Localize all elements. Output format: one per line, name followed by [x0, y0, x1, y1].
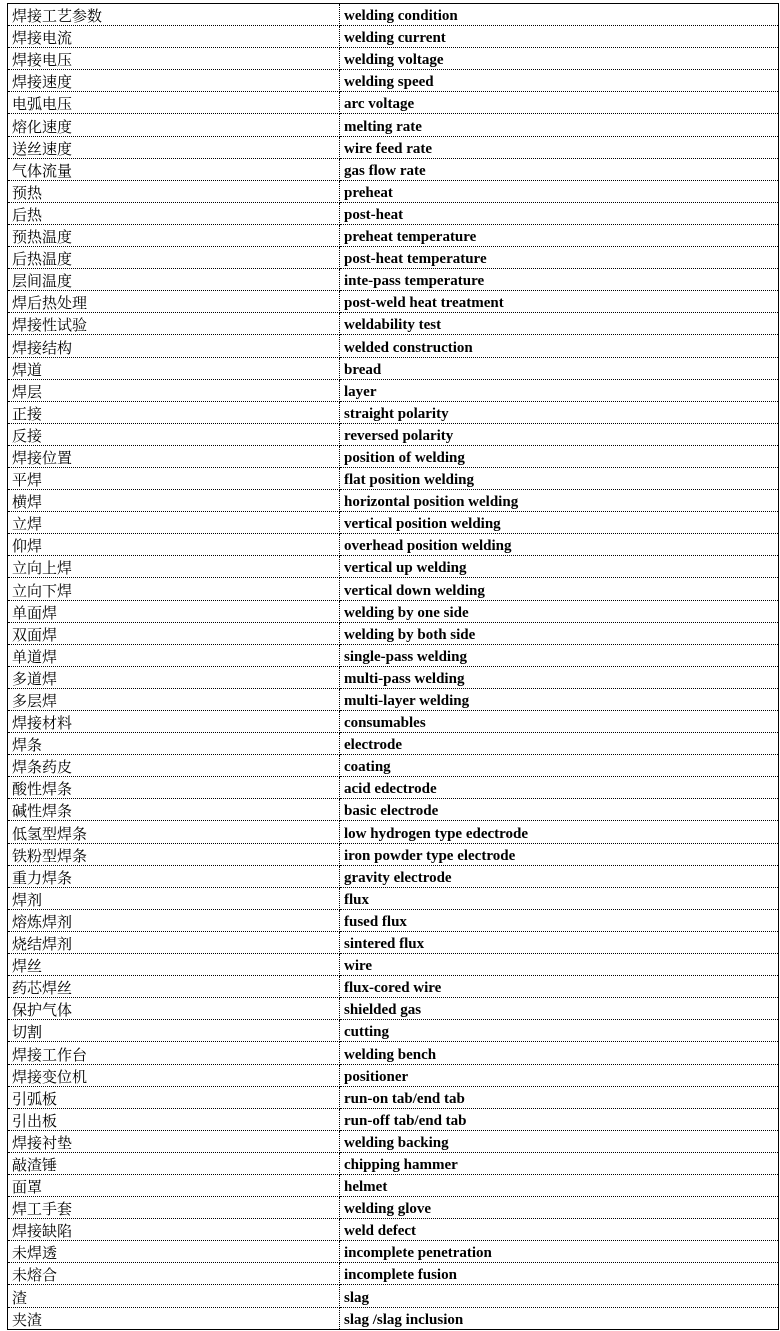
table-row — [8, 445, 779, 467]
chinese-term-cell: 焊接电压 — [8, 48, 340, 70]
chinese-term-cell: 焊接工作台 — [8, 1042, 340, 1064]
english-term-cell: welding voltage — [340, 48, 779, 70]
table-row — [8, 313, 779, 335]
english-term-cell: straight polarity — [340, 401, 779, 423]
chinese-term-cell: 药芯焊丝 — [8, 976, 340, 998]
chinese-term-cell: 多层焊 — [8, 688, 340, 710]
table-row — [8, 1197, 779, 1219]
chinese-term-cell: 低氢型焊条 — [8, 821, 340, 843]
chinese-term-cell: 后热 — [8, 202, 340, 224]
english-term-cell: welding by one side — [340, 600, 779, 622]
table-row — [8, 70, 779, 92]
chinese-term-cell: 焊工手套 — [8, 1197, 340, 1219]
table-row — [8, 158, 779, 180]
english-term-cell: slag — [340, 1285, 779, 1307]
chinese-term-cell: 碱性焊条 — [8, 799, 340, 821]
english-term-cell: weldability test — [340, 313, 779, 335]
english-term-cell: post-heat temperature — [340, 247, 779, 269]
english-term-cell: welding backing — [340, 1130, 779, 1152]
english-term-cell: welding bench — [340, 1042, 779, 1064]
table-row — [8, 202, 779, 224]
table-row — [8, 224, 779, 246]
table-row — [8, 688, 779, 710]
table-row — [8, 1130, 779, 1152]
chinese-term-cell: 引出板 — [8, 1108, 340, 1130]
english-term-cell: overhead position welding — [340, 534, 779, 556]
table-row — [8, 136, 779, 158]
chinese-term-cell: 焊条 — [8, 733, 340, 755]
glossary-table — [7, 3, 779, 1330]
chinese-term-cell: 焊道 — [8, 357, 340, 379]
english-term-cell: gravity electrode — [340, 865, 779, 887]
english-term-cell: multi-layer welding — [340, 688, 779, 710]
table-row — [8, 909, 779, 931]
chinese-term-cell: 敲渣锤 — [8, 1152, 340, 1174]
english-term-cell: welding glove — [340, 1197, 779, 1219]
table-row — [8, 379, 779, 401]
table-row — [8, 1263, 779, 1285]
chinese-term-cell: 立向下焊 — [8, 578, 340, 600]
chinese-term-cell: 焊接结构 — [8, 335, 340, 357]
table-row — [8, 865, 779, 887]
table-row — [8, 490, 779, 512]
table-row — [8, 512, 779, 534]
chinese-term-cell: 层间温度 — [8, 269, 340, 291]
chinese-term-cell: 电弧电压 — [8, 92, 340, 114]
table-row — [8, 843, 779, 865]
chinese-term-cell: 渣 — [8, 1285, 340, 1307]
english-term-cell: slag /slag inclusion — [340, 1307, 779, 1329]
table-row — [8, 1241, 779, 1263]
table-row — [8, 1042, 779, 1064]
english-term-cell: vertical position welding — [340, 512, 779, 534]
english-term-cell: flux-cored wire — [340, 976, 779, 998]
english-term-cell: flux — [340, 887, 779, 909]
table-row — [8, 976, 779, 998]
english-term-cell: run-off tab/end tab — [340, 1108, 779, 1130]
chinese-term-cell: 焊接材料 — [8, 711, 340, 733]
chinese-term-cell: 双面焊 — [8, 622, 340, 644]
table-row — [8, 666, 779, 688]
english-term-cell: fused flux — [340, 909, 779, 931]
chinese-term-cell: 夹渣 — [8, 1307, 340, 1329]
english-term-cell: horizontal position welding — [340, 490, 779, 512]
english-term-cell: cutting — [340, 1020, 779, 1042]
english-term-cell: welding condition — [340, 4, 779, 26]
english-term-cell: chipping hammer — [340, 1152, 779, 1174]
table-row — [8, 1086, 779, 1108]
chinese-term-cell: 焊剂 — [8, 887, 340, 909]
chinese-term-cell: 未焊透 — [8, 1241, 340, 1263]
english-term-cell: welding current — [340, 26, 779, 48]
english-term-cell: low hydrogen type edectrode — [340, 821, 779, 843]
chinese-term-cell: 引弧板 — [8, 1086, 340, 1108]
chinese-term-cell: 烧结焊剂 — [8, 931, 340, 953]
table-row — [8, 1108, 779, 1130]
english-term-cell: welded construction — [340, 335, 779, 357]
chinese-term-cell: 焊接工艺参数 — [8, 4, 340, 26]
table-row — [8, 733, 779, 755]
table-row — [8, 180, 779, 202]
english-term-cell: iron powder type electrode — [340, 843, 779, 865]
english-term-cell: position of welding — [340, 445, 779, 467]
chinese-term-cell: 焊接性试验 — [8, 313, 340, 335]
english-term-cell: preheat — [340, 180, 779, 202]
chinese-term-cell: 焊后热处理 — [8, 291, 340, 313]
chinese-term-cell: 预热 — [8, 180, 340, 202]
english-term-cell: welding by both side — [340, 622, 779, 644]
table-row — [8, 401, 779, 423]
english-term-cell: post-heat — [340, 202, 779, 224]
english-term-cell: preheat temperature — [340, 224, 779, 246]
table-row — [8, 4, 779, 26]
english-term-cell: welding speed — [340, 70, 779, 92]
english-term-cell: vertical down welding — [340, 578, 779, 600]
chinese-term-cell: 焊接缺陷 — [8, 1219, 340, 1241]
table-row — [8, 335, 779, 357]
english-term-cell: gas flow rate — [340, 158, 779, 180]
english-term-cell: wire feed rate — [340, 136, 779, 158]
chinese-term-cell: 送丝速度 — [8, 136, 340, 158]
table-row — [8, 26, 779, 48]
english-term-cell: reversed polarity — [340, 423, 779, 445]
table-row — [8, 1152, 779, 1174]
english-term-cell: shielded gas — [340, 998, 779, 1020]
table-row — [8, 998, 779, 1020]
table-row — [8, 1285, 779, 1307]
table-row — [8, 467, 779, 489]
chinese-term-cell: 焊接电流 — [8, 26, 340, 48]
chinese-term-cell: 焊接衬垫 — [8, 1130, 340, 1152]
english-term-cell: basic electrode — [340, 799, 779, 821]
english-term-cell: run-on tab/end tab — [340, 1086, 779, 1108]
english-term-cell: electrode — [340, 733, 779, 755]
table-row — [8, 777, 779, 799]
table-row — [8, 269, 779, 291]
chinese-term-cell: 重力焊条 — [8, 865, 340, 887]
table-row — [8, 578, 779, 600]
table-row — [8, 291, 779, 313]
table-row — [8, 1174, 779, 1196]
english-term-cell: layer — [340, 379, 779, 401]
table-row — [8, 711, 779, 733]
english-term-cell: melting rate — [340, 114, 779, 136]
chinese-term-cell: 焊层 — [8, 379, 340, 401]
chinese-term-cell: 面罩 — [8, 1174, 340, 1196]
table-row — [8, 1307, 779, 1329]
chinese-term-cell: 单道焊 — [8, 644, 340, 666]
table-row — [8, 534, 779, 556]
chinese-term-cell: 仰焊 — [8, 534, 340, 556]
english-term-cell: acid edectrode — [340, 777, 779, 799]
chinese-term-cell: 焊接位置 — [8, 445, 340, 467]
table-row — [8, 799, 779, 821]
english-term-cell: weld defect — [340, 1219, 779, 1241]
chinese-term-cell: 立向上焊 — [8, 556, 340, 578]
table-row — [8, 600, 779, 622]
table-row — [8, 114, 779, 136]
english-term-cell: inte-pass temperature — [340, 269, 779, 291]
table-row — [8, 1219, 779, 1241]
table-row — [8, 622, 779, 644]
english-term-cell: flat position welding — [340, 467, 779, 489]
english-term-cell: incomplete penetration — [340, 1241, 779, 1263]
english-term-cell: helmet — [340, 1174, 779, 1196]
chinese-term-cell: 铁粉型焊条 — [8, 843, 340, 865]
chinese-term-cell: 横焊 — [8, 490, 340, 512]
chinese-term-cell: 焊接速度 — [8, 70, 340, 92]
chinese-term-cell: 反接 — [8, 423, 340, 445]
table-row — [8, 92, 779, 114]
table-row — [8, 357, 779, 379]
chinese-term-cell: 保护气体 — [8, 998, 340, 1020]
chinese-term-cell: 熔炼焊剂 — [8, 909, 340, 931]
english-term-cell: post-weld heat treatment — [340, 291, 779, 313]
chinese-term-cell: 立焊 — [8, 512, 340, 534]
chinese-term-cell: 预热温度 — [8, 224, 340, 246]
chinese-term-cell: 焊接变位机 — [8, 1064, 340, 1086]
table-row — [8, 247, 779, 269]
table-row — [8, 48, 779, 70]
chinese-term-cell: 切割 — [8, 1020, 340, 1042]
english-term-cell: coating — [340, 755, 779, 777]
chinese-term-cell: 气体流量 — [8, 158, 340, 180]
english-term-cell: single-pass welding — [340, 644, 779, 666]
table-row — [8, 954, 779, 976]
chinese-term-cell: 未熔合 — [8, 1263, 340, 1285]
chinese-term-cell: 平焊 — [8, 467, 340, 489]
chinese-term-cell: 正接 — [8, 401, 340, 423]
chinese-term-cell: 单面焊 — [8, 600, 340, 622]
table-row — [8, 556, 779, 578]
english-term-cell: arc voltage — [340, 92, 779, 114]
table-row — [8, 423, 779, 445]
table-row — [8, 887, 779, 909]
glossary-body — [8, 4, 779, 1330]
english-term-cell: multi-pass welding — [340, 666, 779, 688]
chinese-term-cell: 酸性焊条 — [8, 777, 340, 799]
english-term-cell: bread — [340, 357, 779, 379]
chinese-term-cell: 焊丝 — [8, 954, 340, 976]
chinese-term-cell: 多道焊 — [8, 666, 340, 688]
english-term-cell: wire — [340, 954, 779, 976]
chinese-term-cell: 后热温度 — [8, 247, 340, 269]
english-term-cell: consumables — [340, 711, 779, 733]
table-row — [8, 821, 779, 843]
english-term-cell: incomplete fusion — [340, 1263, 779, 1285]
table-row — [8, 1064, 779, 1086]
table-row — [8, 755, 779, 777]
english-term-cell: vertical up welding — [340, 556, 779, 578]
chinese-term-cell: 熔化速度 — [8, 114, 340, 136]
table-row — [8, 931, 779, 953]
chinese-term-cell: 焊条药皮 — [8, 755, 340, 777]
table-row — [8, 644, 779, 666]
english-term-cell: positioner — [340, 1064, 779, 1086]
table-row — [8, 1020, 779, 1042]
english-term-cell: sintered flux — [340, 931, 779, 953]
